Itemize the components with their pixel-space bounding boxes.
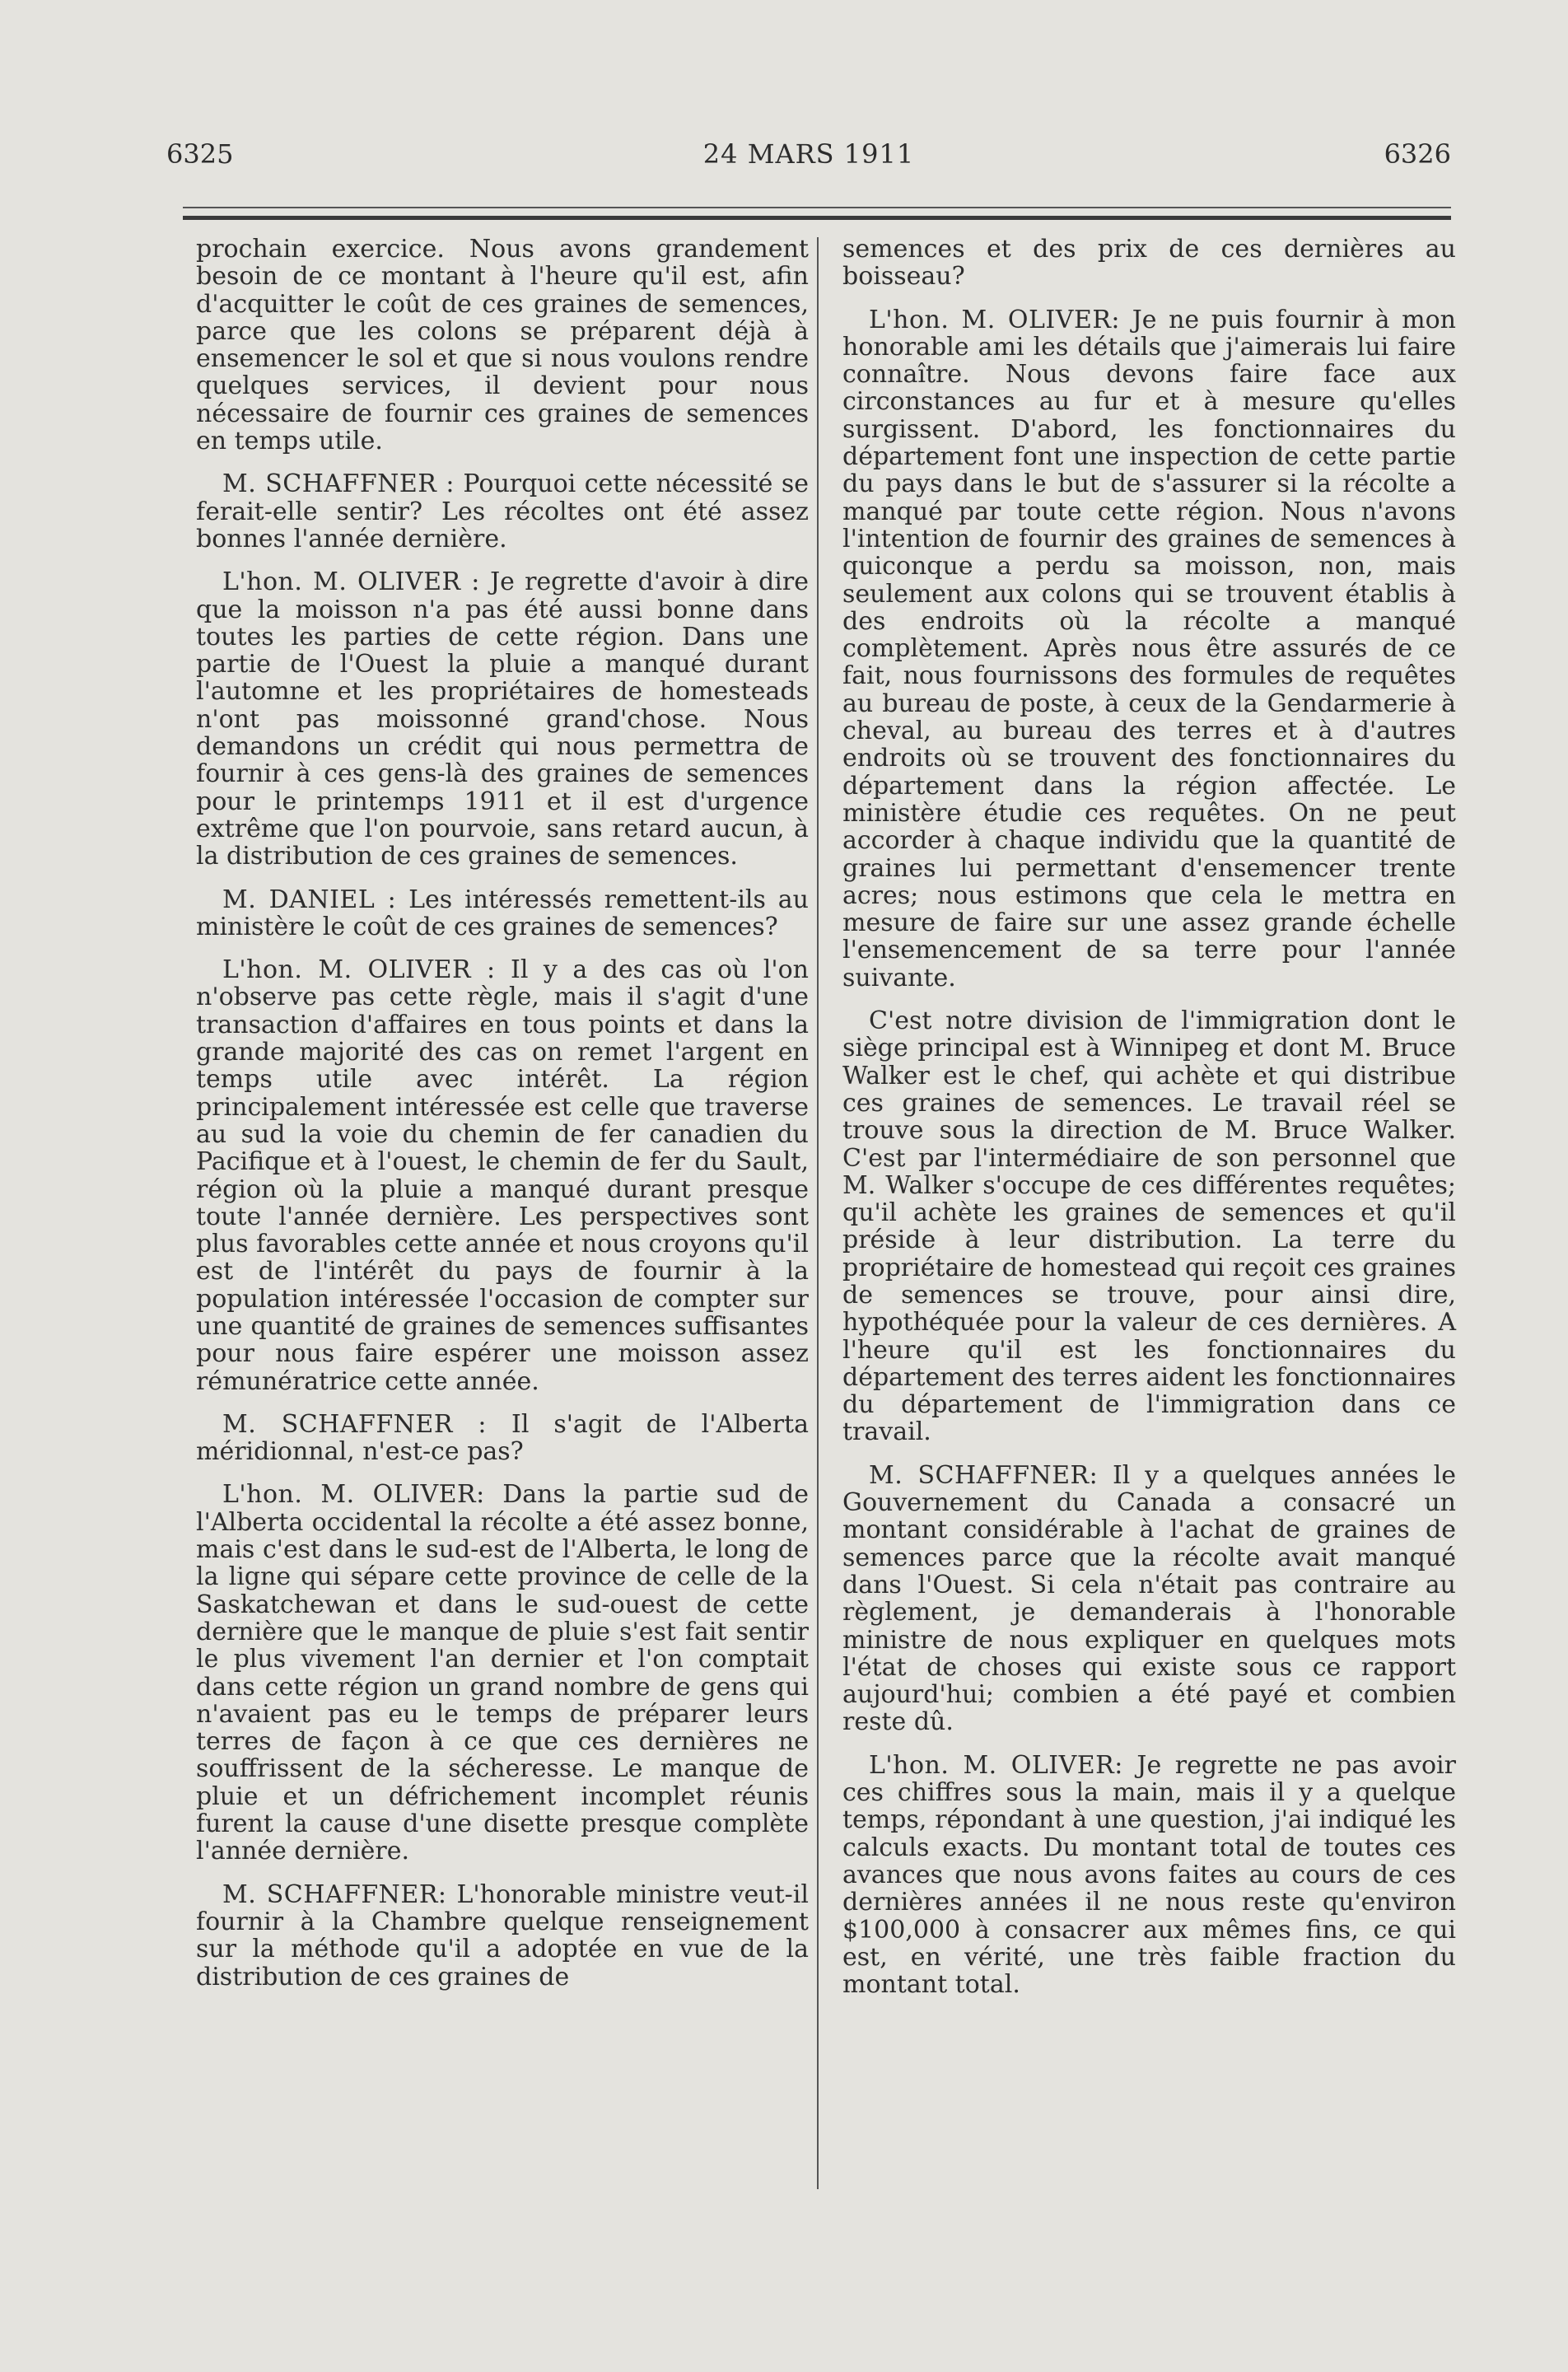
column-divider [817,237,819,2189]
speaker-name: M. SCHAFFNER : [222,469,455,499]
left-column [196,236,809,2006]
paragraph [196,568,809,870]
paragraph [196,236,809,455]
speaker-name: M. SCHAFFNER: [869,1460,1099,1490]
paragraph [196,956,809,1395]
header-rule-thick [183,216,1451,220]
paragraph [842,306,1456,992]
paragraph-text: prochain exercice. Nous avons grandement besoin de ce montant à l'heure qu'il est, afin d'acquitter le coût de ces graines de semences, parce que les colons se préparent déjà à ensemencer le sol et que si nous voulons rendre quelques services, il devient pour nous nécessaire de fournir ces graines de semences en temps utile. [196,235,809,456]
header-date: 24 MARS 1911 [702,138,915,170]
speaker-name: L'hon. M. OLIVER : [222,955,496,985]
speaker-name: L'hon. M. OLIVER: [222,1480,485,1510]
paragraph-text: Les intéressés remettent-ils au ministère le coût de ces graines de semences? [196,885,809,941]
paragraph [842,1007,1456,1446]
speaker-name: M. SCHAFFNER : [222,1409,487,1439]
paragraph-text: Je ne puis fournir à mon honorable ami les détails que j'aimerais lui faire connaître. Nous devons faire face aux circonstances au fur et à mesure qu'elles surgissent. D'abord, les fonctionnaires du département font une inspection de cette partie du pays dans le but de s'assurer si la récolte a manqué par toute cette région. Nous n'avons l'intention de fournir des graines de semences à quiconque a perdu sa moisson, non, mais seulement aux colons qui se trouvent établis à des endroits où la récolte a manqué complètement. Après nous être assurés de ce fait, nous fournissons des formules de requêtes au bureau de poste, à ceux de la Gendarmerie à cheval, au bureau des terres et à d'autres endroits où se trouvent des fonctionnaires du département dans la région affectée. Le ministère étudie ces requêtes. On ne peut accorder à chaque individu que la quantité de graines lui permettant d'ensemencer trente acres; nous estimons que cela le mettra en mesure de faire sur une assez grande échelle l'ensemencement de sa terre pour l'année suivante. [842,305,1456,992]
paragraph [196,886,809,941]
paragraph-text: semences et des prix de ces dernières au boisseau? [842,235,1456,292]
paragraph-text: Il s'agit de l'Alberta méridionnal, n'est-ce pas? [196,1409,809,1467]
paragraph [842,1462,1456,1736]
paragraph [196,1881,809,1991]
paragraph-text: Je regrette d'avoir à dire que la moisson n'a pas été aussi bonne dans toutes les parties de cette région. Dans une partie de l'Ouest la pluie a manqué durant l'automne et les propriétaires de homesteads n'ont pas moissonné grand'chose. Nous demandons un crédit qui nous permettra de fournir à ces gens-là des graines de semences pour le printemps 1911 et il est d'urgence extrême que l'on pourvoie, sans retard aucun, à la distribution de ces graines de semences. [196,567,809,871]
paragraph [842,1752,1456,1999]
paragraph-text: L'honorable ministre veut-il fournir à la Chambre quelque renseignement sur la méthode qu'il a adoptée en vue de la distribution de ces graines de [196,1879,809,1991]
paragraph-text: Dans la partie sud de l'Alberta occidental la récolte a été assez bonne, mais c'est dans le sud-est de l'Alberta, le long de la ligne qui sépare cette province de celle de la Saskatchewan et dans le sud-ouest de cette dernière que le manque de pluie s'est fait sentir le plus vivement l'an dernier et l'on comptait dans cette région un grand nombre de gens qui n'avaient pas eu le temps de préparer leurs terres de façon à ce que ces dernières ne souffrissent de la sécheresse. Le manque de pluie et un défrichement incomplet réunis furent la cause d'une disette presque complète l'année dernière. [196,1480,809,1866]
paragraph-text: Je regrette ne pas avoir ces chiffres sous la main, mais il y a quelque temps, répondant à une question, j'ai indiqué les calculs exacts. Du montant total de toutes ces avances que nous avons faites au cours de ces dernières années il ne nous reste qu'environ $100,000 à consacrer aux mêmes fins, ce qui est, en vérité, une très faible fraction du montant total. [842,1750,1456,2000]
right-column [842,236,1456,2014]
paragraph [196,1481,809,1865]
page-number-right: 6326 [1384,138,1451,170]
header-rule-thin [183,207,1451,208]
paragraph [842,236,1456,291]
speaker-name: M. DANIEL : [222,885,397,914]
speaker-name: L'hon. M. OLIVER: [869,1750,1123,1780]
speaker-name: L'hon. M. OLIVER : [222,567,480,597]
paragraph-text: Pourquoi cette nécessité se ferait-elle sentir? Les récoltes ont été assez bonnes l'année dernière. [196,469,809,553]
paragraph-text: C'est notre division de l'immigration dont le siège principal est à Winnipeg et dont M. Bruce Walker est le chef, qui achète et qui distribue ces graines de semences. Le travail réel se trouve sous la direction de M. Bruce Walker. C'est par l'intermédiaire de son personnel que M. Walker s'occupe de ces différentes requêtes; qu'il achète les graines de semences et qu'il préside à leur distribution. La terre du propriétaire de homestead qui reçoit ces graines de semences se trouve, pour ainsi dire, hypothéquée pour la valeur de ces dernières. A l'heure qu'il est les fonctionnaires du département des terres aident les fonctionnaires du département de l'immigration dans ce travail. [842,1006,1456,1447]
paragraph [196,470,809,553]
paragraph-text: Il y a des cas où l'on n'observe pas cette règle, mais il s'agit d'une transaction d'affaires en tous points et dans la grande majorité des cas on remet l'argent en temps utile avec intérêt. La région principalement intéressée est celle que traverse au sud la voie du chemin de fer canadien du Pacifique et à l'ouest, le chemin de fer du Sault, région où la pluie a manqué durant presque toute l'année dernière. Les perspectives sont plus favorables cette année et nous croyons qu'il est de l'intérêt du pays de fournir à la population intéressée l'occasion de compter sur une quantité de graines de semences suffisantes pour nous faire espérer une moisson assez rémunératrice cette année. [196,955,809,1396]
page-header [166,138,1451,180]
paragraph-text: Il y a quelques années le Gouvernement du Canada a consacré un montant considérable à l'achat de graines de semences parce que la récolte avait manqué dans l'Ouest. Si cela n'était pas contraire au règlement, je demanderais à l'honorable ministre de nous expliquer en quelques mots l'état de choses qui existe sous ce rapport aujourd'hui; combien a été payé et combien reste dû. [842,1460,1456,1737]
speaker-name: L'hon. M. OLIVER: [869,305,1121,334]
speaker-name: M. SCHAFFNER: [222,1879,447,1909]
page-number-left: 6325 [166,138,234,170]
paragraph [196,1411,809,1466]
